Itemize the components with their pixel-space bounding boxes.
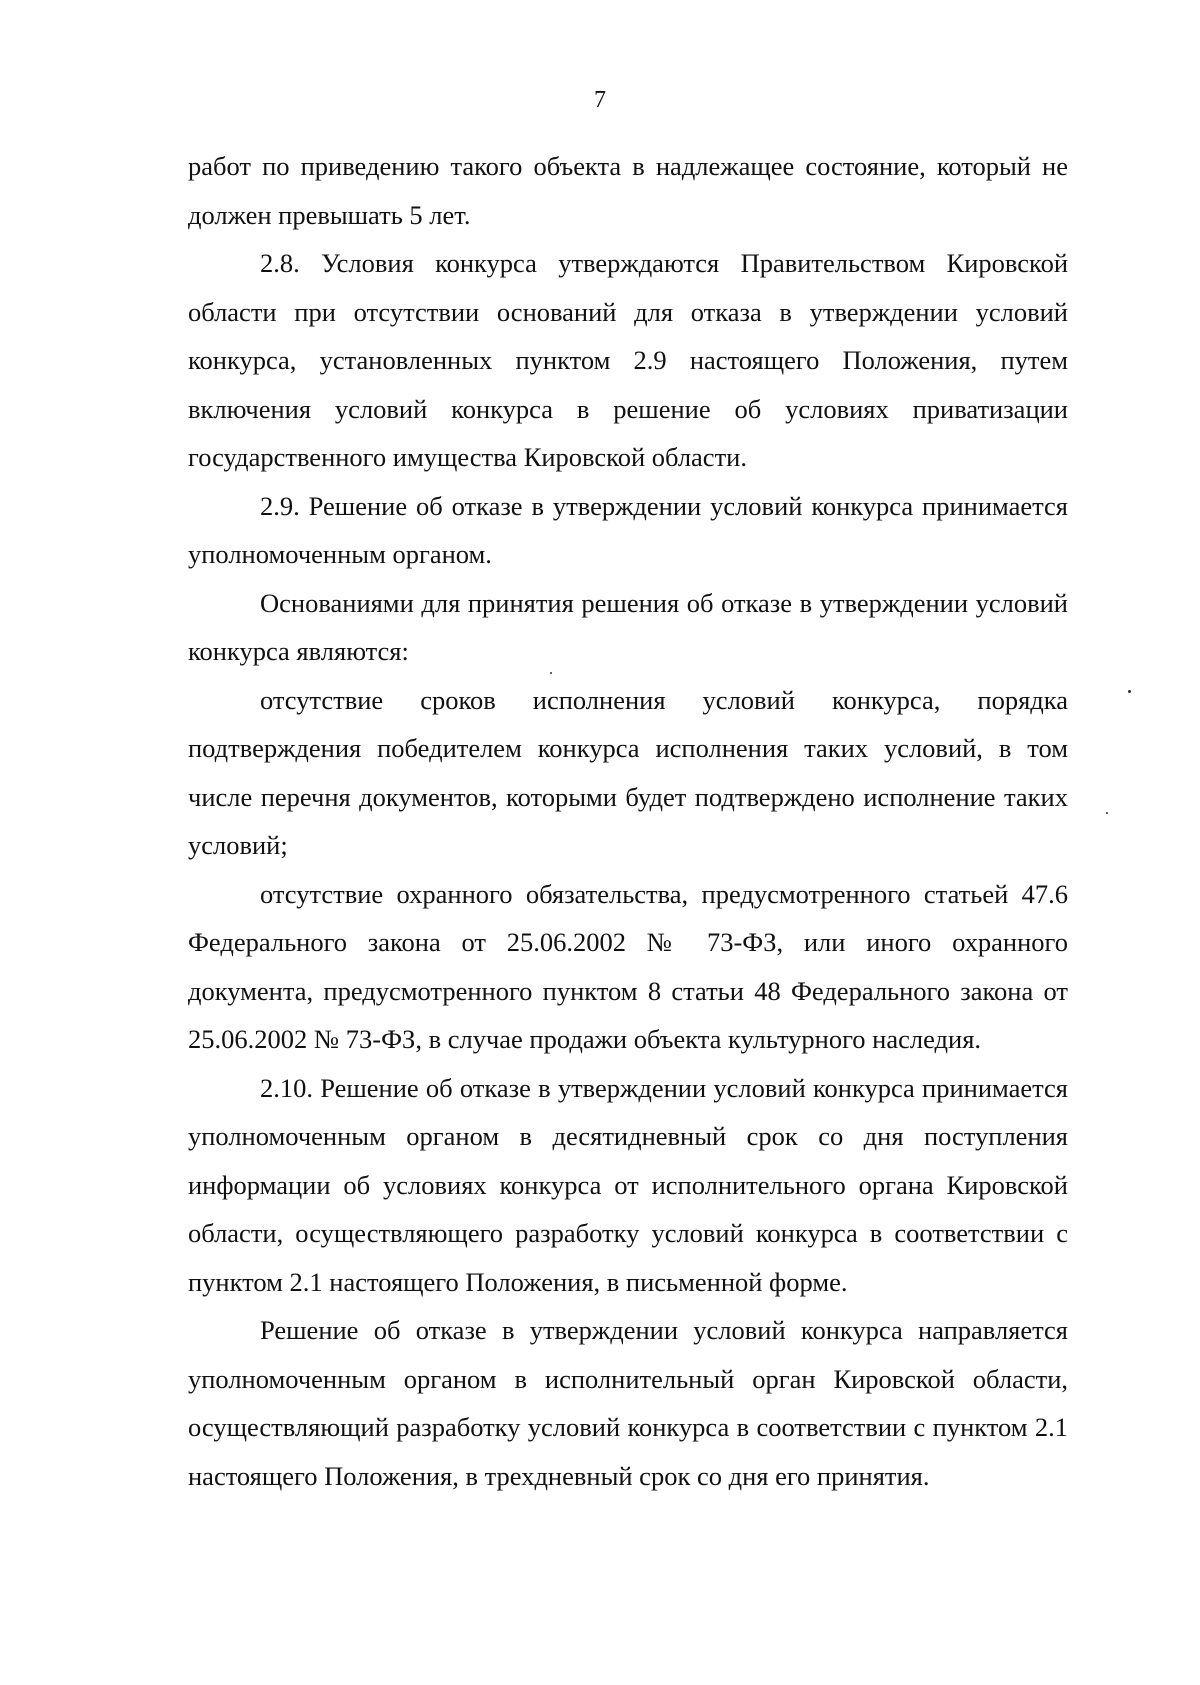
paragraph-2-10: 2.10. Решение об отказе в утверждении условий конкурса принимается уполномоченным органом в десятидневный срок со дня поступления информации об условиях конкурса от исполнительного органа Кировской области, осуществляющего разработку условий конкурса в соответствии с пунктом 2.1 настоящего Положения, в письменной форме. xyxy=(188,1072,1068,1297)
document-body xyxy=(188,142,1068,1500)
scan-speck xyxy=(550,672,552,674)
paragraph-ground-terms: отсутствие сроков исполнения условий конкурса, порядка подтверждения победителем конкурса исполнения таких условий, в том числе перечня документов, которыми будет подтверждено исполнение таких условий; xyxy=(188,684,1068,860)
page-number: 7 xyxy=(594,87,606,113)
paragraph-2-8: 2.8. Условия конкурса утверждаются Правительством Кировской области при отсутствии оснований для отказа в утверждении условий конкурса, установленных пунктом 2.9 настоящего Положения, путем включения условий конкурса в решение об условиях приватизации государственного имущества Кировской области. xyxy=(188,248,1068,472)
paragraph-decision-sent: Решение об отказе в утверждении условий конкурса направляется уполномоченным органом в исполнительный орган Кировской области, осуществляющий разработку условий конкурса в соответствии с пунктом 2.1 настоящего Положения, в трехдневный срок со дня его принятия. xyxy=(188,1315,1068,1491)
paragraph-continuation: работ по приведению такого объекта в надлежащее состояние, который не должен превышать 5 лет. xyxy=(188,151,1068,230)
scan-speck xyxy=(1106,812,1108,814)
scan-speck xyxy=(1128,690,1131,693)
paragraph-2-9: 2.9. Решение об отказе в утверждении условий конкурса принимается уполномоченным органом. xyxy=(188,490,1068,569)
paragraph-grounds-intro: Основаниями для принятия решения об отказе в утверждении условий конкурса являются: xyxy=(188,587,1068,666)
paragraph-ground-protection: отсутствие охранного обязательства, предусмотренного статьей 47.6 Федерального закона от 25.06.2002 № 73-ФЗ, или иного охранного документа, предусмотренного пунктом 8 статьи 48 Федерального закона от 25.06.2002 № 73-ФЗ, в случае продажи объекта культурного наследия. xyxy=(188,878,1068,1054)
